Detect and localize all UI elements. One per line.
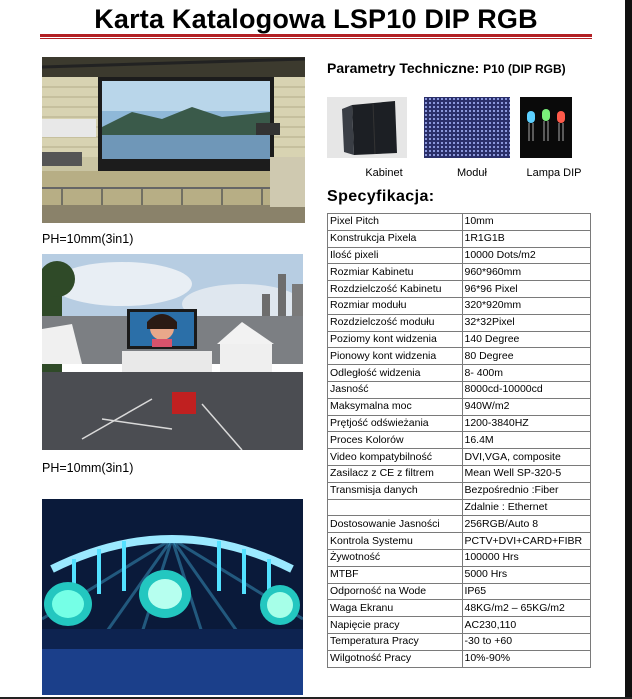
spec-value: 80 Degree	[462, 348, 591, 365]
spec-row	[328, 365, 591, 382]
spec-row	[328, 549, 591, 566]
spec-row	[328, 314, 591, 331]
spec-key: Pixel Pitch	[328, 214, 463, 231]
photo-stage-screens	[42, 499, 303, 695]
spec-value: 96*96 Pixel	[462, 281, 591, 298]
cabinet-label: Kabinet	[365, 167, 403, 179]
spec-row	[328, 533, 591, 550]
spec-key: Prętjość odświeżania	[328, 415, 463, 432]
spec-key: Transmisja danych	[328, 482, 463, 499]
photo-indoor-screen	[42, 57, 305, 223]
spec-value: 256RGB/Auto 8	[462, 516, 591, 533]
spec-row	[328, 516, 591, 533]
module-label: Moduł	[457, 167, 487, 179]
spec-key: Odległość widzenia	[328, 365, 463, 382]
spec-heading: Specyfikacja:	[327, 188, 435, 205]
spec-value: 8000cd-10000cd	[462, 381, 591, 398]
spec-row	[328, 566, 591, 583]
params-heading	[327, 60, 566, 76]
spec-key: Proces Kolorów	[328, 432, 463, 449]
spec-key: Rozdzielczość modułu	[328, 314, 463, 331]
spec-value: 10000 Dots/m2	[462, 247, 591, 264]
dip-lamp-image	[520, 97, 572, 158]
spec-value: AC230,110	[462, 617, 591, 634]
spec-value: 940W/m2	[462, 398, 591, 415]
spec-key: Waga Ekranu	[328, 600, 463, 617]
spec-value: 960*960mm	[462, 264, 591, 281]
document-title: Karta Katalogowa LSP10 DIP RGB	[94, 4, 538, 34]
spec-row	[328, 331, 591, 348]
spec-row	[328, 264, 591, 281]
spec-row	[328, 214, 591, 231]
spec-value: PCTV+DVI+CARD+FIBR	[462, 533, 591, 550]
spec-value: 10mm	[462, 214, 591, 231]
spec-key: Wilgotność Pracy	[328, 650, 463, 667]
spec-key: Temperatura Pracy	[328, 633, 463, 650]
title-rule	[40, 34, 592, 37]
spec-value: -30 to +60	[462, 633, 591, 650]
photo-label-1: PH=10mm(3in1)	[42, 232, 134, 246]
spec-key: Dostosowanie Jasności	[328, 516, 463, 533]
spec-row	[328, 247, 591, 264]
spec-key: Ilość pixeli	[328, 247, 463, 264]
spec-value: 1R1G1B	[462, 230, 591, 247]
page-edge	[625, 0, 632, 699]
dip-lamp-label: Lampa DIP	[526, 167, 582, 179]
spec-key: Zasilacz z CE z filtrem	[328, 465, 463, 482]
spec-value: 5000 Hrs	[462, 566, 591, 583]
spec-value: Mean Well SP-320-5	[462, 465, 591, 482]
spec-row	[328, 650, 591, 667]
spec-key: Video kompatybilność	[328, 449, 463, 466]
params-heading-model: P10 (DIP RGB)	[483, 62, 566, 76]
spec-value: 48KG/m2 – 65KG/m2	[462, 600, 591, 617]
spec-key: Rozdzielczość Kabinetu	[328, 281, 463, 298]
spec-value: 32*32Pixel	[462, 314, 591, 331]
spec-key: Konstrukcja Pixela	[328, 230, 463, 247]
title-rule-thin	[40, 38, 592, 39]
spec-key: Pionowy kont widzenia	[328, 348, 463, 365]
photo-label-2: PH=10mm(3in1)	[42, 461, 134, 475]
spec-value: 1200-3840HZ	[462, 415, 591, 432]
spec-row	[328, 415, 591, 432]
photo-outdoor-truck-screen	[42, 254, 303, 450]
spec-row	[328, 633, 591, 650]
spec-row	[328, 398, 591, 415]
spec-table	[327, 213, 591, 668]
spec-row	[328, 281, 591, 298]
spec-row	[328, 465, 591, 482]
spec-key: Kontrola Systemu	[328, 533, 463, 550]
spec-row	[328, 348, 591, 365]
spec-row	[328, 432, 591, 449]
spec-key: Jasność	[328, 381, 463, 398]
spec-value: 10%-90%	[462, 650, 591, 667]
spec-row	[328, 600, 591, 617]
spec-key: Żywotność	[328, 549, 463, 566]
spec-key	[328, 499, 463, 516]
spec-value: DVI,VGA, composite	[462, 449, 591, 466]
spec-row	[328, 381, 591, 398]
spec-key: Poziomy kont widzenia	[328, 331, 463, 348]
spec-key: Rozmiar Kabinetu	[328, 264, 463, 281]
spec-key: Odporność na Wode	[328, 583, 463, 600]
spec-row	[328, 449, 591, 466]
spec-row	[328, 230, 591, 247]
cabinet-image	[327, 97, 407, 158]
spec-value: Bezpośrednio :Fiber	[462, 482, 591, 499]
spec-key: MTBF	[328, 566, 463, 583]
spec-row	[328, 617, 591, 634]
spec-row	[328, 297, 591, 314]
spec-row	[328, 583, 591, 600]
module-image	[424, 97, 510, 158]
spec-value: 140 Degree	[462, 331, 591, 348]
spec-value: 100000 Hrs	[462, 549, 591, 566]
spec-value: IP65	[462, 583, 591, 600]
spec-value: 320*920mm	[462, 297, 591, 314]
spec-row	[328, 482, 591, 499]
spec-key: Napięcie pracy	[328, 617, 463, 634]
spec-value: 16.4M	[462, 432, 591, 449]
spec-key: Maksymalna moc	[328, 398, 463, 415]
spec-value: 8- 400m	[462, 365, 591, 382]
spec-value: Zdalnie : Ethernet	[462, 499, 591, 516]
params-heading-main: Parametry Techniczne:	[327, 60, 480, 76]
spec-row	[328, 499, 591, 516]
spec-key: Rozmiar modułu	[328, 297, 463, 314]
